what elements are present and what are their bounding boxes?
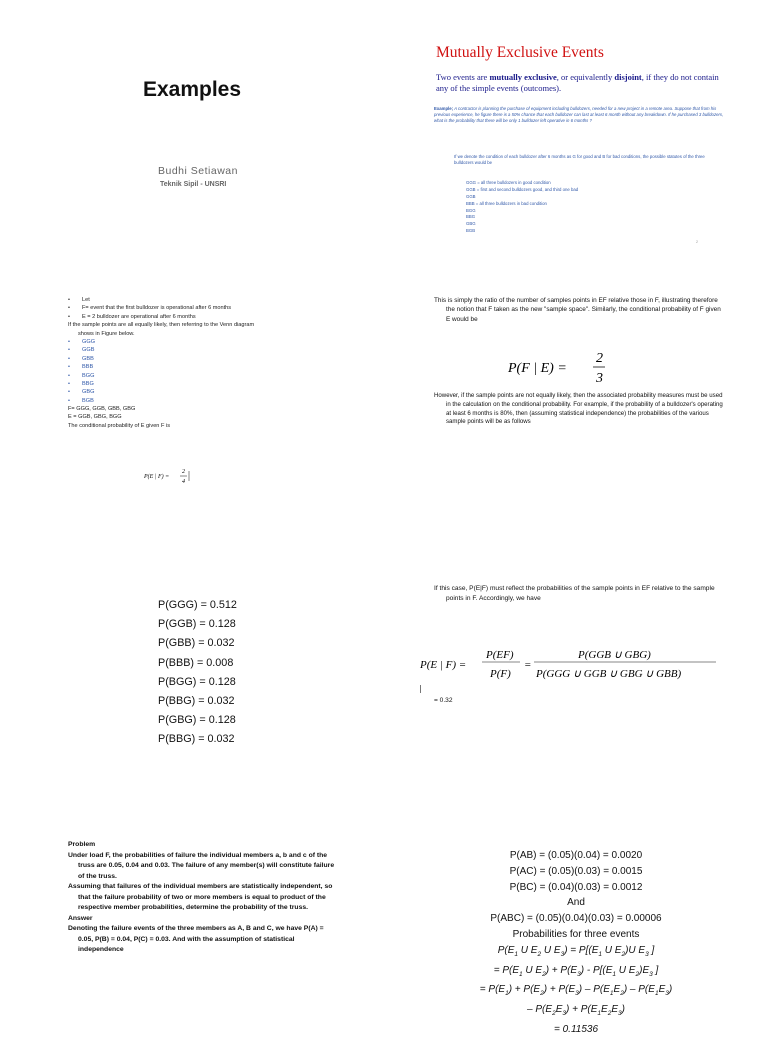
formula-f-given-e: [508, 347, 628, 387]
probability-item: P(GGG) = 0.512: [158, 599, 237, 611]
set-e: E = GGB, GBG, BGG: [68, 414, 122, 421]
equation-line: P(AB) = (0.05)(0.04) = 0.0020: [509, 850, 643, 861]
author-name: Budhi Setiawan: [158, 165, 238, 177]
sample-point: • BBB: [68, 363, 338, 371]
outcome-item: BGB: [466, 228, 476, 234]
answer-text: Denoting the failure events of the three members as A, B and C, we have P(A) = 0.05, P(B) = 0.04, P(C) = 0.03. And with the assumption of statistical independence: [68, 925, 324, 954]
problem-text: Under load F, the probabilities of failure the individual members a, b and c of the truss are 0.05, 0.04 and 0.03. The failure of any member(s) will constitute failure of the truss.: [68, 851, 335, 880]
answer-label: Answer: [68, 914, 93, 922]
formula-numerator: 2: [182, 469, 185, 475]
equation-line: P(AC) = (0.05)(0.03) = 0.0015: [509, 865, 643, 877]
definition-text: Two events are mutually exclusive, or equivalently disjoint, if they do not contain any of the simple events (outcomes).: [436, 72, 719, 94]
problem-body: [68, 840, 336, 956]
slide-venn-example: [0, 256, 384, 512]
equation-line: Probabilities for three events: [512, 928, 640, 940]
page-number: 2: [696, 240, 698, 244]
solution-equations: [384, 848, 768, 1038]
slide-title-heading: Examples: [142, 78, 242, 101]
condition-text: If we denote the condition of each bulldozer after 6 months as G for good and B for bad conditions, the possible statutes of the three bulldozers would be: [454, 154, 705, 166]
formula-lhs: P(F | E) =: [508, 361, 567, 376]
outcome-item: GGB: [466, 193, 476, 199]
equation-line: P(ABC) = (0.05)(0.04)(0.03) = 0.00006: [490, 913, 662, 925]
probability-list: [158, 596, 237, 750]
slide-probabilities: [0, 512, 384, 768]
sample-point: • BGB: [68, 397, 338, 405]
equation-line: = $P(E_1) + P(E_2) + P(E_3) - P(E_1E_2) - P(E_1E_3)$: [479, 984, 673, 998]
probability-item: P(BBB) = 0.008: [158, 656, 234, 669]
intro-line: shows in Figure below.: [78, 330, 135, 337]
slide-mutually-exclusive: [384, 0, 768, 256]
formula-right-denominator: P(GGG ∪ GGB ∪ GBG ∪ GBB): [536, 668, 682, 680]
assumption-text: Assuming that failures of the individual members are statistically independent, so that the failure probability of two or more members is equal to product of the respective member probabilities, determine the probability of the truss.: [68, 883, 333, 912]
cursor-mark: [420, 685, 421, 693]
outcome-list: [466, 180, 578, 235]
equation-line: = $P(E_1$ U $E_2) + P(E_3) - P[(E_1$ U $E_2)E_3$ ]: [493, 964, 659, 978]
formula-denominator: 4: [182, 479, 185, 485]
formula-denominator: 3: [596, 371, 603, 386]
explanation-text: If this case, P(E|F) must reflect the probabilities of the sample points in EF relative to the sample points in F. Accordingly, we have: [434, 585, 715, 602]
formula-mid-numerator: P(EF): [486, 649, 514, 661]
probability-item: P(BGG) = 0.128: [158, 675, 236, 688]
sample-point: • GGG: [68, 338, 338, 346]
probability-item: P(GGB) = 0.128: [158, 618, 236, 631]
equation-line: P(BC) = (0.04)(0.03) = 0.0012: [509, 881, 643, 893]
equation-line: And: [567, 897, 585, 909]
sample-point: • GGB: [68, 346, 338, 354]
slide-problem: [0, 768, 384, 1024]
explanation-text: This is simply the ratio of the number of samples points in EF relative those in F, illustrating therefore the notion that F taken as the new "sample space". Similarly, the conditional probability of F given E would be: [434, 297, 721, 323]
slide-weighted-conditional: [384, 512, 768, 768]
formula-right-numerator: P(GGB ∪ GBG): [578, 649, 651, 661]
probability-item: P(GBB) = 0.032: [158, 637, 235, 650]
sample-point: • GBB: [68, 355, 338, 363]
example-text: Example; A contractor is planning the purchase of equipment including bulldozers, needed for a new project in a remote area. Suppose that from his previous experience, he figure there is a 50% chance that each bulldozer can last at least 6 month without any breakdown. If he purchased 3 bulldozers, what is the probability that there will be only 1 bulldozer left operative in 6 months ?: [434, 106, 724, 124]
slide-heading: Mutually Exclusive Events: [436, 44, 604, 61]
sample-point: • GBG: [68, 388, 338, 396]
outcome-item: BBG: [466, 214, 476, 220]
outcome-item: GGB = first and second bulldozers good, and third one bad: [466, 186, 579, 192]
slide-conditional: [384, 256, 768, 512]
bullet-item: • Let: [68, 296, 338, 304]
probability-item: P(GBG) = 0.128: [158, 714, 236, 727]
probability-item: P(BBG) = 0.032: [158, 695, 235, 708]
formula-e-given-f: [144, 465, 204, 487]
set-f: F= GGG, GGB, GBB, GBG: [68, 406, 136, 413]
result-text: = 0.32: [434, 697, 453, 704]
outcome-item: GGG = all three bulldozers in good condition: [466, 180, 551, 185]
equation-line: = 0.11536: [553, 1023, 599, 1035]
bullet-item: • F= event that the first bulldozer is operational after 6 months: [68, 304, 338, 312]
author-affiliation: Teknik Sipil - UNSRI: [160, 181, 227, 188]
outcome-item: GBG: [466, 221, 476, 227]
sample-point: • BGG: [68, 372, 338, 380]
slide-body: [68, 296, 338, 430]
bullet-item: • E = 2 bulldozer are operational after 6 months: [68, 313, 338, 321]
slide-title: [0, 0, 384, 256]
slide-solution: [384, 768, 768, 1035]
formula-lhs: P(E | F) =: [420, 659, 467, 671]
outcome-item: BBB = all three bulldozers in bad condition: [466, 200, 547, 206]
formula-lhs: P(E | F) =: [144, 474, 170, 480]
equation-line: $P(E_1$ U $E_2$ U $E_3) = P[(E_1$ U $E_2)U$ $E_3$ ]: [497, 944, 655, 958]
conditional-text: The conditional probability of E given F is: [68, 422, 170, 429]
formula-e-given-f: [420, 642, 720, 686]
formula-mid-denominator: P(F): [490, 668, 511, 680]
explanation-text-2: However, if the sample points are not equally likely, then the associated probability measures must be used in the calculation on the conditional probability. For example, if the probability of a bulldozer's operating at least 6 months is 80%, then (assuming statistical independence) the probabilities of the various sample points will be as follows: [434, 392, 723, 426]
problem-label: Problem: [68, 841, 96, 848]
sample-point: • BBG: [68, 380, 338, 388]
intro-line: If the sample points are all equally likely, then referring to the Venn diagram: [68, 322, 255, 329]
equation-line: – $P(E_2E_3) + P(E_1E_2E_3)$: [527, 1004, 625, 1018]
formula-numerator: 2: [596, 351, 603, 366]
outcome-item: BGG: [466, 207, 476, 213]
equals-sign: =: [524, 659, 532, 671]
probability-item: P(BBG) = 0.032: [158, 733, 235, 746]
